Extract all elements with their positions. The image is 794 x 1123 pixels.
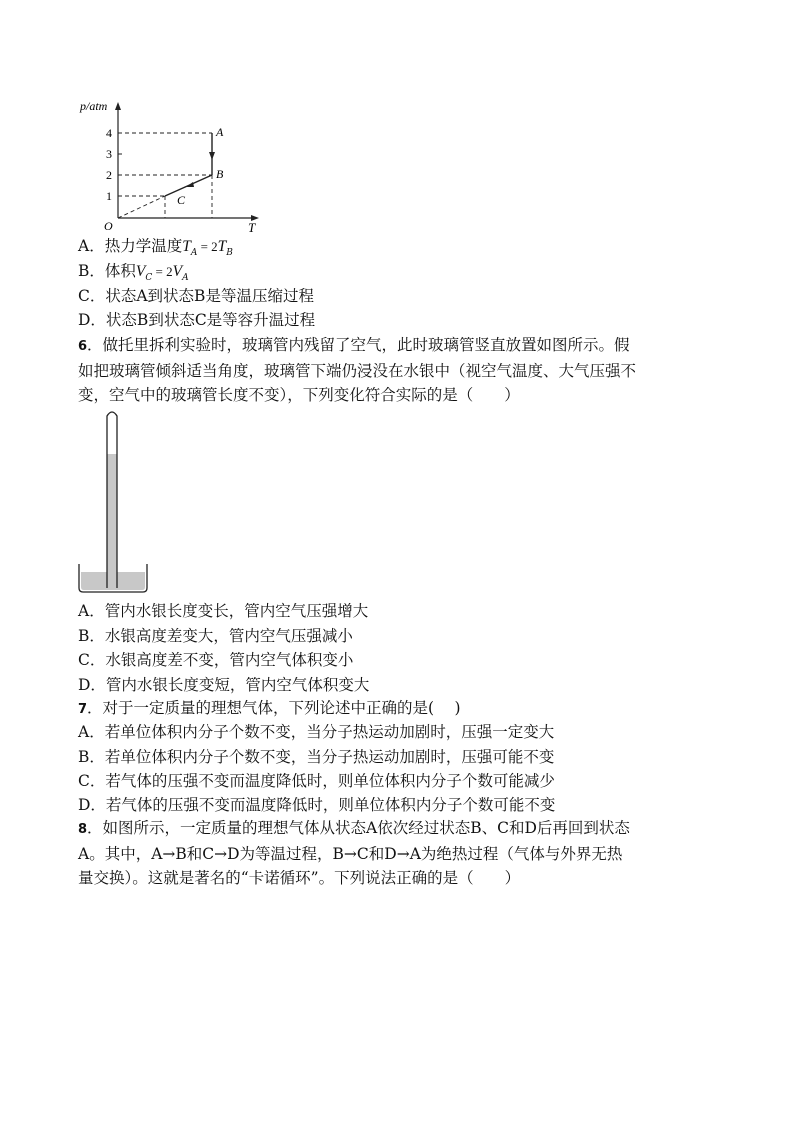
q6-option-d: D．管内水银长度变短，管内空气体积变大 bbox=[78, 676, 370, 694]
q6-option-b: B．水银高度差变大，管内空气压强减小 bbox=[78, 627, 353, 645]
x-axis-label: T bbox=[248, 220, 256, 235]
point-c-label: C bbox=[177, 193, 186, 207]
tick-label-1: 1 bbox=[106, 189, 112, 203]
q8-stem: 8．如图所示，一定质量的理想气体从状态A依次经过状态B、C和D后再回到状态 A。其中，A→B和C→D为等温过程，B→C和D→A为绝热过程（气体与外界无热 量交换）。这就是著名的“卡诺循环”。下列说法正确的是（ ） bbox=[78, 819, 630, 887]
pt-graph-figure bbox=[76, 96, 266, 236]
point-a-label: A bbox=[216, 125, 224, 139]
q6-stem: 6．做托里拆利实验时，玻璃管内残留了空气，此时玻璃管竖直放置如图所示。假 如把玻璃管倾斜适当角度，玻璃管下端仍浸没在水银中（视空气温度、大气压强不 变，空气中的玻璃管长度不变），下列变化符合实际的是（ ） bbox=[78, 336, 637, 404]
q5-option-b: B．体积$V_C = 2V_A$ bbox=[78, 262, 189, 284]
q7-option-b: B．若单位体积内分子个数不变，当分子热运动加剧时，压强可能不变 bbox=[78, 748, 555, 766]
q6-option-a: A．管内水银长度变长，管内空气压强增大 bbox=[78, 602, 369, 620]
tick-label-3: 3 bbox=[106, 147, 112, 161]
q5-option-a: A．热力学温度$T_A = 2T_B$ bbox=[78, 237, 233, 259]
tick-label-4: 4 bbox=[106, 126, 112, 140]
q7-number: 7 bbox=[78, 702, 88, 717]
q6-option-c: C．水银高度差不变，管内空气体积变小 bbox=[78, 651, 354, 669]
q8-number: 8 bbox=[78, 822, 88, 837]
point-b-label: B bbox=[216, 167, 224, 181]
q7-option-a: A．若单位体积内分子个数不变，当分子热运动加剧时，压强一定变大 bbox=[78, 723, 555, 741]
torricelli-tube-figure bbox=[76, 406, 152, 596]
q5-option-c: C．状态A到状态B是等温压缩过程 bbox=[78, 287, 314, 305]
origin-label: O bbox=[104, 219, 113, 233]
tick-label-2: 2 bbox=[106, 168, 112, 182]
q7-option-c: C．若气体的压强不变而温度降低时，则单位体积内分子个数可能减少 bbox=[78, 772, 555, 790]
y-axis-label: p/atm bbox=[80, 99, 108, 113]
q5-option-d: D．状态B到状态C是等容升温过程 bbox=[78, 311, 316, 329]
q7-option-d: D．若气体的压强不变而温度降低时，则单位体积内分子个数可能不变 bbox=[78, 796, 556, 814]
q7-stem: 7．对于一定质量的理想气体，下列论述中正确的是( ) bbox=[78, 699, 461, 717]
q6-number: 6 bbox=[78, 339, 88, 354]
